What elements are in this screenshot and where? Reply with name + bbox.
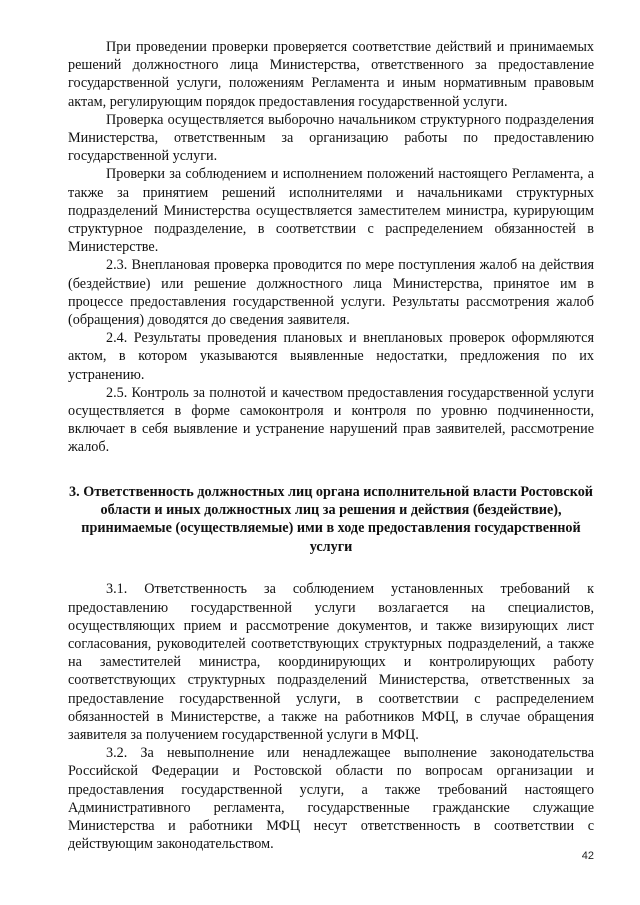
document-page (68, 38, 594, 853)
paragraph-2-4-inspection-results: 2.4. Результаты проведения плановых и внеплановых проверок оформляются актом, в котором указываются выявленные недостатки, предложения по их устранению. (68, 330, 594, 383)
paragraph-selective-inspection: Проверка осуществляется выборочно начальником структурного подразделения Министерства, ответственным за организацию работы по предоставлению государственной услуги. (68, 111, 594, 165)
paragraph-2-3-unscheduled-inspection: 2.3. Внеплановая проверка проводится по мере поступления жалоб на действия (бездействие) или решение должностного лица Министерства, принятое им в процессе предоставления государственной услуги. Результаты рассмотрения жалоб (обращения) доводятся до сведения заявителя. (68, 257, 594, 329)
paragraph-deputy-minister-control: Проверки за соблюдением и исполнением положений настоящего Регламента, а также за принятием решений исполнителями и начальниками структурных подразделений Министерства осуществляется заместителем министра, курирующим структурное подразделение, в соответствии с распределением обязанностей в Министерстве. (68, 166, 594, 256)
paragraph-inspection-scope: При проведении проверки проверяется соответствие действий и принимаемых решений должностного лица Министерства, ответственного за предоставление государственной услуги, положениям Регламента и иным нормативным правовым актам, регулирующим порядок предоставления государственной услуги. (68, 39, 594, 110)
paragraph-3-2-liability: 3.2. За невыполнение или ненадлежащее выполнение законодательства Российской Федерации и Ростовской области по вопросам организации и предоставления государственной услуги, а также требований настоящего Административного регламента, государственные гражданские служащие Министерства и работники МФЦ несут ответственность в соответствии с действующим законодательством. (68, 745, 594, 853)
paragraph-2-5-quality-control: 2.5. Контроль за полнотой и качеством предоставления государственной услуги осуществляется в форме самоконтроля и контроля по уровню подчиненности, включает в себя выявление и устранение нарушений прав заявителей, рассмотрение жалоб. (68, 384, 594, 456)
section-3-heading: 3. Ответственность должностных лиц органа исполнительной власти Ростовской области и иных должностных лиц за решения и действия (бездействие), принимаемые (осуществляемые) ими в ходе предоставления государственной услуги (69, 483, 593, 555)
paragraph-3-1-responsibility: 3.1. Ответственность за соблюдением установленных требований к предоставлению государственной услуги возлагается на специалистов, осуществляющих прием и рассмотрение документов, и также визирующих лист согласования, руководителей соответствующих структурных подразделений, а также на заместителей министра, координирующих и контролирующих работу соответствующих структурных подразделений Министерства, ответственных за предоставление государственной услуги, в соответствии с распределением обязанностей в Министерстве, а также на работников МФЦ, в случае обращения заявителя за получением государственной услуги в МФЦ. (68, 581, 594, 743)
page-number: 42 (581, 850, 594, 862)
